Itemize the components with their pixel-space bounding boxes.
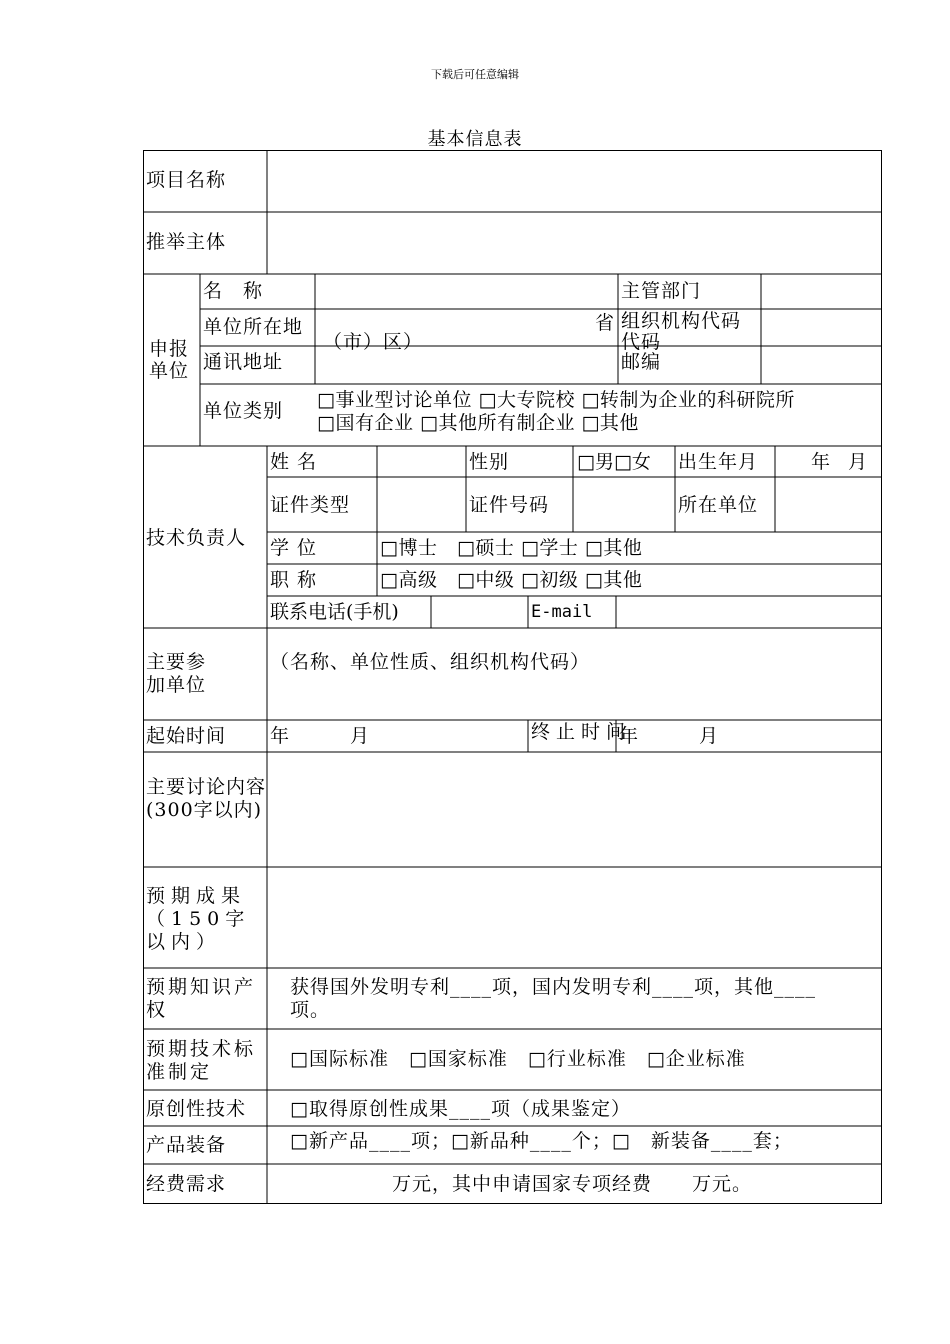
job-title-label: 职 称: [270, 569, 318, 591]
funding-label: 经费需求: [146, 1173, 227, 1195]
province-suffix: 省: [595, 312, 616, 334]
id-type-label: 证件类型: [270, 494, 351, 516]
results-label: 预期成果（150字以内）: [146, 885, 251, 953]
unit-type-options-2[interactable]: □国有企业 □其他所有制企业 □其他: [317, 412, 639, 434]
org-code-field[interactable]: [762, 310, 881, 346]
job-title-options[interactable]: □高级 □中级 □初级 □其他: [380, 569, 643, 591]
unit-type-options-1[interactable]: □事业型讨论单位 □大专院校 □转制为企业的科研院所: [317, 389, 795, 411]
email-field[interactable]: [617, 597, 881, 628]
original-tech-text[interactable]: □取得原创性成果____项（成果鉴定）: [290, 1098, 631, 1120]
lead-unit-label: 所在单位: [678, 494, 759, 516]
basic-info-form: [143, 150, 882, 1204]
lead-unit-field[interactable]: [776, 478, 881, 532]
id-number-label: 证件号码: [469, 494, 550, 516]
tech-lead-label: 技术负责人: [146, 527, 247, 549]
original-tech-label: 原创性技术: [146, 1098, 247, 1120]
end-time-value[interactable]: 年 月: [619, 725, 720, 747]
product-label: 产品装备: [146, 1134, 227, 1156]
product-text[interactable]: □新产品____项；□新品种____个；□ 新装备____套；: [290, 1130, 793, 1152]
location-label: 单位所在地: [203, 316, 304, 338]
degree-label: 学 位: [270, 537, 318, 559]
gender-options[interactable]: □男□女: [577, 451, 651, 473]
phone-label: 联系电话(手机): [270, 601, 399, 623]
lead-name-field[interactable]: [378, 447, 465, 477]
address-label: 通讯地址: [203, 351, 284, 373]
standard-label: 预期技术标准制定: [146, 1038, 257, 1083]
gender-label: 性别: [469, 451, 510, 473]
funding-text[interactable]: 万元，其中申请国家专项经费 万元。: [392, 1173, 753, 1195]
birth-label: 出生年月: [678, 451, 759, 473]
birth-value[interactable]: 年 月: [811, 451, 874, 473]
recommender-label: 推举主体: [146, 231, 227, 253]
standard-options[interactable]: □国际标准 □国家标准 □行业标准 □企业标准: [290, 1048, 746, 1070]
city-suffix: （市）区）: [323, 331, 424, 353]
postcode-label: 邮编: [621, 351, 662, 373]
applicant-name-field[interactable]: [316, 275, 617, 309]
address-field[interactable]: [316, 347, 617, 384]
lead-name-label: 姓 名: [270, 451, 318, 473]
header-note: 下载后可任意编辑: [431, 68, 519, 81]
ip-label: 预期知识产权: [146, 976, 257, 1021]
start-time-value[interactable]: 年 月: [270, 725, 371, 747]
dept-field[interactable]: [762, 275, 881, 309]
org-code-label: 组织机构代码: [621, 310, 742, 332]
email-label: E-mail: [531, 602, 593, 622]
degree-options[interactable]: □博士 □硕士 □学士 □其他: [380, 537, 643, 559]
unit-type-label: 单位类别: [203, 400, 284, 422]
end-time-label: 终止时间: [531, 721, 632, 743]
project-name-field[interactable]: [268, 151, 881, 212]
content-field[interactable]: [268, 753, 881, 867]
recommender-field[interactable]: [268, 213, 881, 274]
id-type-field[interactable]: [378, 478, 465, 532]
participants-field[interactable]: [268, 629, 881, 720]
results-field[interactable]: [268, 868, 881, 968]
org-code-overflow: 代码: [621, 331, 662, 353]
applicant-name-label: 名 称: [203, 280, 264, 302]
id-number-field[interactable]: [574, 478, 674, 532]
form-title: 基本信息表: [427, 129, 523, 150]
participants-hint: （名称、单位性质、组织机构代码）: [270, 651, 591, 673]
project-name-label: 项目名称: [146, 169, 227, 191]
content-label: 主要讨论内容(300字以内): [146, 776, 267, 821]
dept-label: 主管部门: [621, 280, 702, 302]
participants-label: 主要参加单位: [146, 651, 207, 696]
start-time-label: 起始时间: [146, 725, 227, 747]
ip-text[interactable]: 获得国外发明专利____项，国内发明专利____项，其他____项。: [290, 976, 817, 1021]
applicant-group-label: 申报单位: [149, 338, 190, 382]
postcode-field[interactable]: [762, 347, 881, 384]
phone-field[interactable]: [432, 597, 527, 628]
